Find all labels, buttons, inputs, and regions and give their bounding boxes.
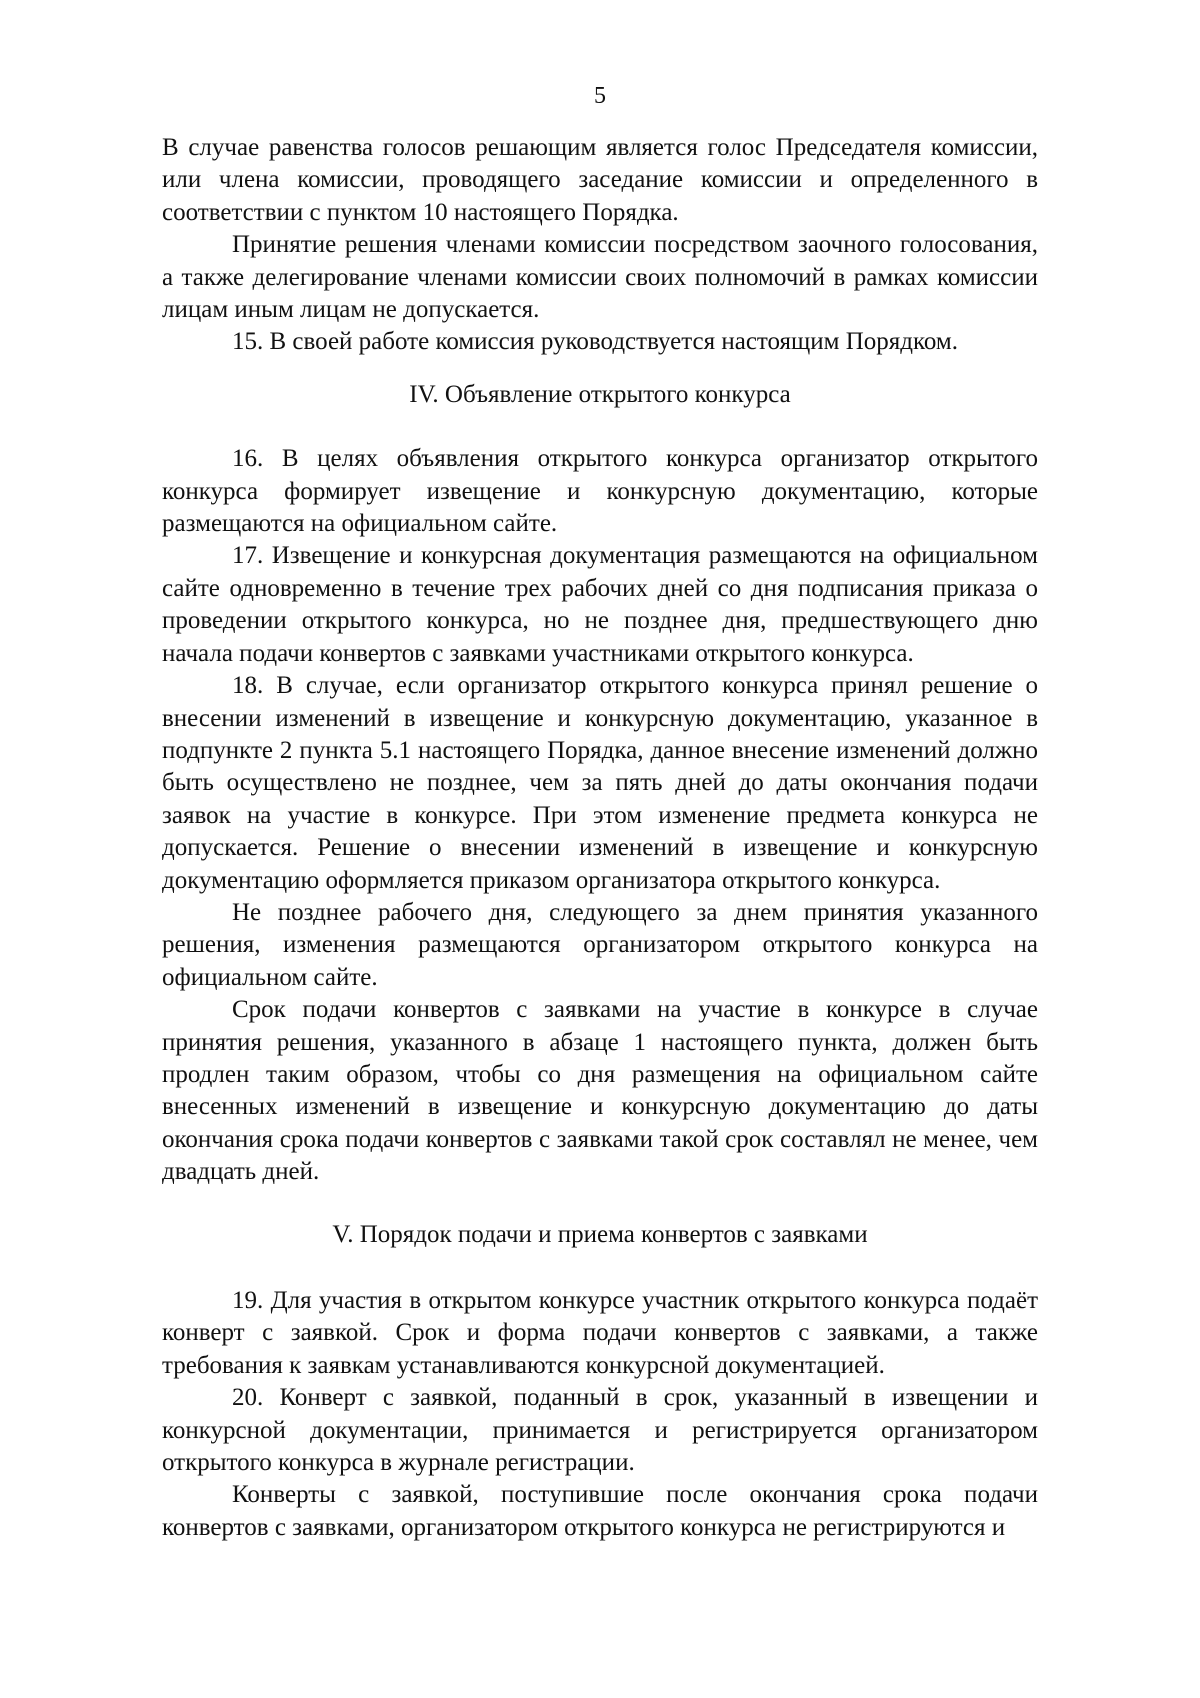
- section-v-heading: V. Порядок подачи и приема конвертов с заявками: [332, 1220, 868, 1248]
- paragraph-20-late-envelopes: Конверты с заявкой, поступившие после окончания срока подачи конвертов с заявками, организатором открытого конкурса не регистрируются и: [162, 1481, 1038, 1541]
- paragraph-18: 18. В случае, если организатор открытого конкурса принял решение о внесении изменений в извещение и конкурсную документацию, указанное в подпункте 2 пункта 5.1 настоящего Порядка, данное внесение изменений должно быть осуществлено не позднее, чем за пять дней до даты окончания подачи заявок на участие в конкурсе. При этом изменение предмета конкурса не допускается. Решение о внесении изменений в извещение и конкурсную документацию оформляется приказом организатора открытого конкурса.: [162, 672, 1038, 894]
- section-iv-heading: IV. Объявление открытого конкурса: [409, 380, 791, 408]
- paragraph-20: 20. Конверт с заявкой, поданный в срок, указанный в извещении и конкурсной документации, принимается и регистрируется организатором открытого конкурса в журнале регистрации.: [162, 1384, 1038, 1477]
- paragraph-17: 17. Извещение и конкурсная документация размещаются на официальном сайте одновременно в течение трех рабочих дней со дня подписания приказа о проведении открытого конкурса, но не позднее дня, предшествующего дню начала подачи конвертов с заявками участниками открытого конкурса.: [162, 542, 1038, 667]
- paragraph-18-deadline-extension: Срок подачи конвертов с заявками на участие в конкурсе в случае принятия решения, указанного в абзаце 1 настоящего пункта, должен быть продлен таким образом, чтобы со дня размещения на официальном сайте внесенных изменений в извещение и конкурсную документацию до даты окончания срока подачи конвертов с заявками такой срок составлял не менее, чем двадцать дней.: [162, 996, 1038, 1186]
- paragraph-18-changes-posting: Не позднее рабочего дня, следующего за днем принятия указанного решения, изменения размещаются организатором открытого конкурса на официальном сайте.: [162, 898, 1038, 991]
- paragraph-16: 16. В целях объявления открытого конкурса организатор открытого конкурса формирует извещение и конкурсную документацию, которые размещаются на официальном сайте.: [162, 445, 1038, 538]
- paragraph-no-absentee-voting: Принятие решения членами комиссии посредством заочного голосования, а также делегирование членами комиссии своих полномочий в рамках комиссии лицам иным лицам не допускается.: [162, 231, 1038, 324]
- paragraph-tie-vote: В случае равенства голосов решающим является голос Председателя комиссии, или члена комиссии, проводящего заседание комиссии и определенного в соответствии с пунктом 10 настоящего Порядка.: [162, 134, 1038, 226]
- paragraph-19: 19. Для участия в открытом конкурсе участник открытого конкурса подаёт конверт с заявкой. Срок и форма подачи конвертов с заявками, а также требования к заявкам устанавливаются конкурсной документацией.: [162, 1287, 1038, 1379]
- paragraph-15: 15. В своей работе комиссия руководствуется настоящим Порядком.: [232, 328, 958, 356]
- document-body: [162, 132, 1038, 1544]
- page-number: 5: [594, 83, 606, 109]
